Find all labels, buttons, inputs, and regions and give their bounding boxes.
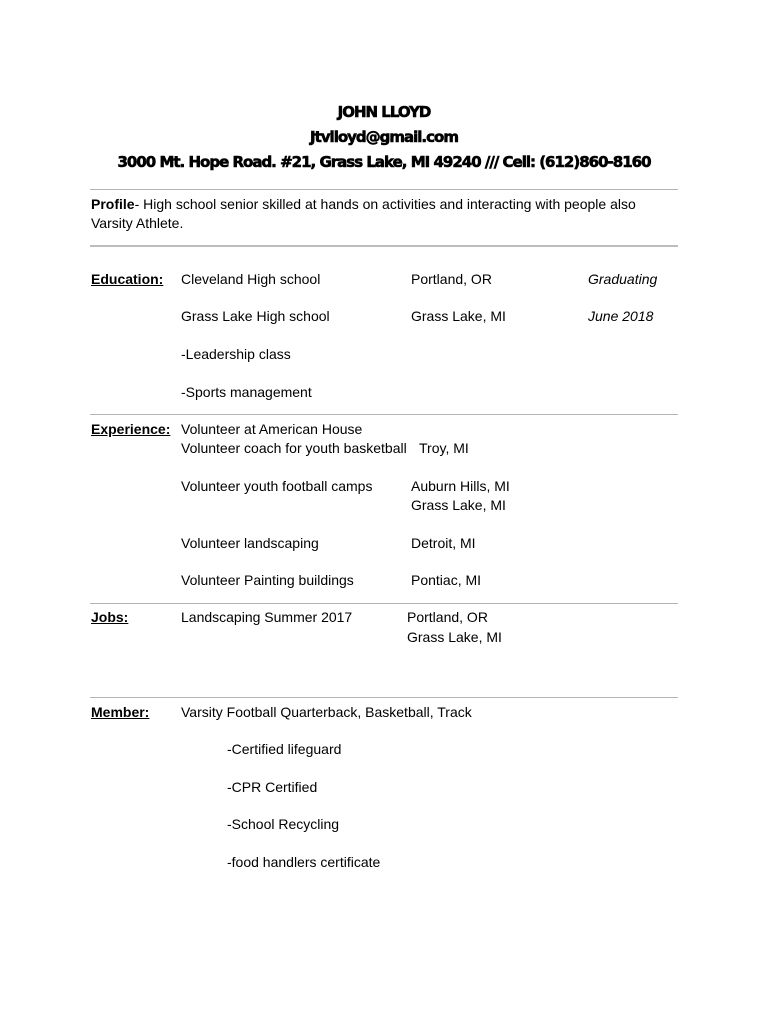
job-location: Grass Lake, MI bbox=[407, 629, 502, 645]
experience-title: Volunteer youth football camps bbox=[181, 478, 373, 494]
divider bbox=[90, 245, 678, 247]
profile-section bbox=[91, 195, 681, 233]
experience-label: Experience: bbox=[91, 421, 171, 437]
experience-location: Grass Lake, MI bbox=[411, 497, 506, 513]
member-item: -Certified lifeguard bbox=[227, 741, 342, 757]
education-item: -Sports management bbox=[181, 384, 312, 400]
school-location: Grass Lake, MI bbox=[411, 308, 506, 324]
resume-email: Jtvlloyd@gmail.com bbox=[310, 128, 458, 146]
school-note: Graduating bbox=[588, 271, 658, 287]
school-name: Cleveland High school bbox=[181, 271, 321, 287]
experience-title: Volunteer at American House bbox=[181, 421, 363, 437]
experience-title: Volunteer Painting buildings bbox=[181, 572, 354, 588]
experience-location: Troy, MI bbox=[419, 440, 469, 456]
experience-location: Auburn Hills, MI bbox=[411, 478, 510, 494]
member-item: -School Recycling bbox=[227, 816, 340, 832]
divider bbox=[90, 414, 678, 415]
jobs-label: Jobs: bbox=[91, 609, 129, 625]
resume-address: 3000 Mt. Hope Road. #21, Grass Lake, MI 49240 /// Cell: (612)860-8160 bbox=[117, 153, 651, 171]
divider bbox=[90, 189, 678, 190]
member-label: Member: bbox=[91, 704, 150, 720]
job-title: Landscaping Summer 2017 bbox=[181, 609, 353, 625]
experience-title: Volunteer landscaping bbox=[181, 535, 319, 551]
member-text: Varsity Football Quarterback, Basketball, Track bbox=[181, 704, 472, 720]
experience-title: Volunteer coach for youth basketball bbox=[181, 440, 407, 456]
profile-text: - High school senior skilled at hands on activities and interacting with people also Varsity Athlete. bbox=[91, 196, 636, 231]
school-note: June 2018 bbox=[588, 308, 654, 324]
profile-label: Profile bbox=[91, 196, 135, 212]
member-item: -CPR Certified bbox=[227, 779, 318, 795]
divider bbox=[90, 697, 678, 698]
school-location: Portland, OR bbox=[411, 271, 492, 287]
experience-location: Pontiac, MI bbox=[411, 572, 482, 588]
education-item: -Leadership class bbox=[181, 346, 291, 362]
experience-location: Detroit, MI bbox=[411, 535, 476, 551]
divider bbox=[90, 603, 678, 604]
member-item: -food handlers certificate bbox=[227, 854, 381, 870]
job-location: Portland, OR bbox=[407, 609, 488, 625]
resume-name: JOHN LLOYD bbox=[337, 103, 431, 121]
education-label: Education: bbox=[91, 271, 164, 287]
school-name: Grass Lake High school bbox=[181, 308, 330, 324]
